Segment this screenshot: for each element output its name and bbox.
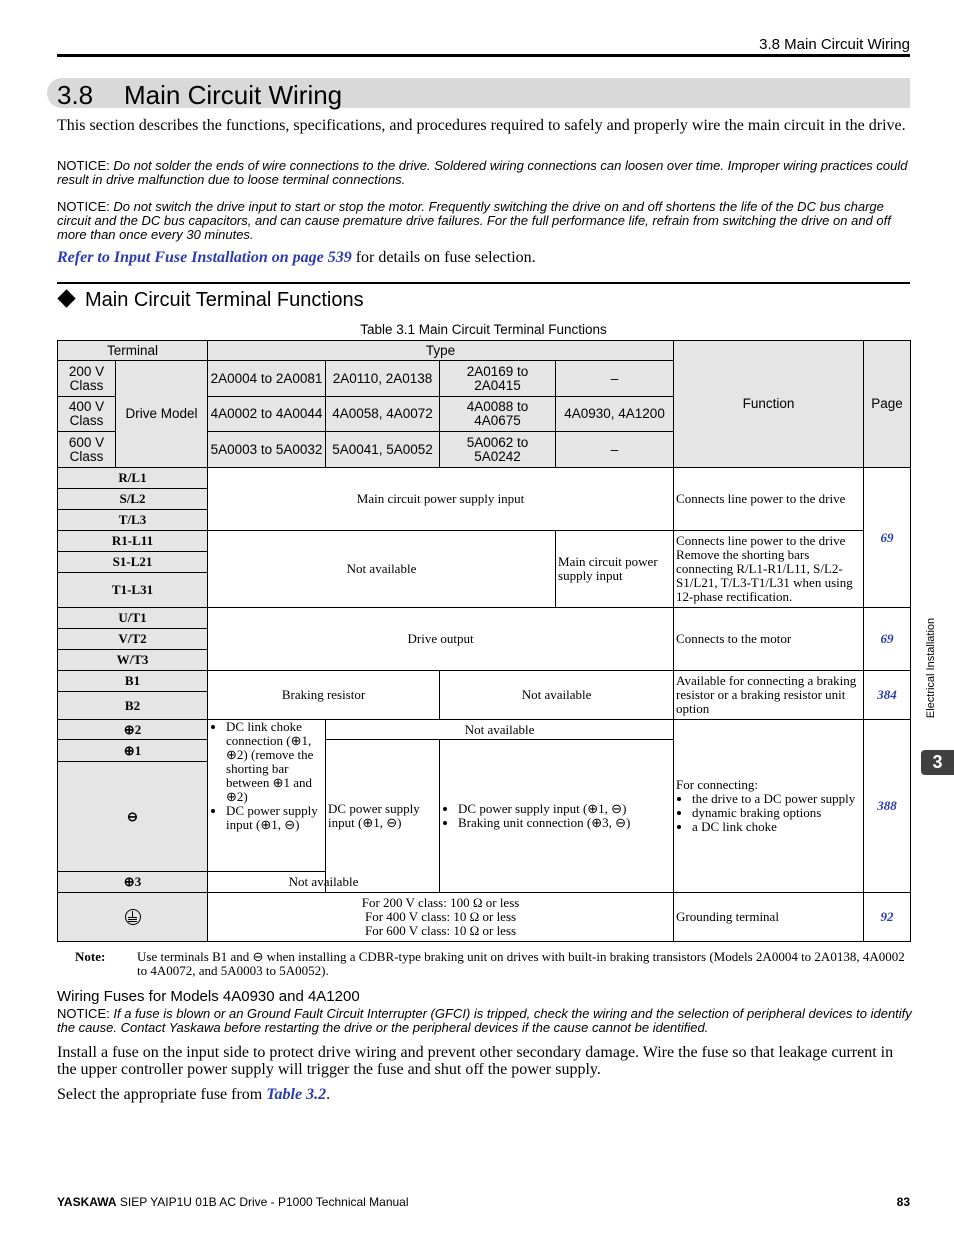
notice-label: NOTICE: xyxy=(57,158,110,173)
terminal-b1: B1 xyxy=(58,671,208,692)
ground-icon xyxy=(125,909,141,925)
list-item: • DC power supply input (⊕1, ⊖) xyxy=(226,804,323,832)
page-link[interactable]: 69 xyxy=(864,608,911,671)
terminal-s1-l21: S1-L21 xyxy=(58,552,208,573)
braking-function-cell: Available for connecting a braking resistor or a braking resistor unit option xyxy=(674,671,864,720)
terminal-minus: ⊖ xyxy=(58,762,208,872)
fuse-reference-link[interactable]: Refer to Input Fuse Installation on page 539 xyxy=(57,249,352,266)
not-available-cell: Not available xyxy=(326,720,674,740)
for-connecting-cell xyxy=(674,720,864,893)
section-title: Main Circuit Wiring xyxy=(124,80,343,110)
model-cell: – xyxy=(556,361,674,397)
model-cell: 5A0041, 5A0052 xyxy=(326,432,440,468)
footer-brand: YASKAWA xyxy=(57,1195,117,1209)
footer-text: SIEP YAIP1U 01B AC Drive - P1000 Technical Manual xyxy=(116,1195,409,1209)
fuse-section-title: Wiring Fuses for Models 4A0930 and 4A1200 xyxy=(57,988,360,1005)
footer xyxy=(57,1195,409,1209)
terminal-b2: B2 xyxy=(58,692,208,720)
page-link[interactable]: 384 xyxy=(864,671,911,720)
model-cell: 2A0004 to 2A0081 xyxy=(208,361,326,397)
not-available-cell: Not available xyxy=(208,872,440,893)
not-available-cell: Not available xyxy=(208,531,556,608)
select-prefix: Select the appropriate fuse from xyxy=(57,1086,267,1103)
page-link[interactable]: 69 xyxy=(864,468,911,608)
drive-output-cell: Drive output xyxy=(208,608,674,671)
connects-line-cell: Connects line power to the drive xyxy=(674,468,864,531)
terminal-plus3: ⊕3 xyxy=(58,872,208,893)
terminal-r1-l11: R1-L11 xyxy=(58,531,208,552)
table-caption: Table 3.1 Main Circuit Terminal Functions xyxy=(360,322,607,337)
note-text: Use terminals B1 and ⊖ when installing a CDBR-type braking unit on drives with built-in braking transistors (Models 2A0004 to 2A0138, 4A0002 to 4A0072, and 5A0003 to 5A0052). xyxy=(137,949,905,978)
notice-label: NOTICE: xyxy=(57,1006,110,1021)
class-600v: 600 V Class xyxy=(58,432,116,468)
terminal-t1-l31: T1-L31 xyxy=(58,573,208,608)
terminal-plus1: ⊕1 xyxy=(58,740,208,762)
subsection-rule xyxy=(57,282,910,284)
notice-text: Do not switch the drive input to start or stop the motor. Frequently switching the drive on and off shortens the life of the DC bus charge circuit and the DC bus capacitors, and can cause premature drive failures. For the full performance life, refrain from switching the drive on and off more than once every 30 minutes. xyxy=(57,199,891,242)
table-3-2-link[interactable]: Table 3.2 xyxy=(266,1086,327,1103)
notice-text: Do not solder the ends of wire connections to the drive. Soldered wiring connections can loosen over time. Improper wiring practices could result in drive malfunction due to loose terminal connections. xyxy=(57,158,908,187)
model-cell: 4A0058, 4A0072 xyxy=(326,397,440,432)
model-cell: 5A0003 to 5A0032 xyxy=(208,432,326,468)
list-item: • DC power supply input (⊕1, ⊖) xyxy=(458,802,671,816)
col-header-page: Page xyxy=(864,341,911,468)
section-number: 3.8 xyxy=(57,80,94,110)
header-rule xyxy=(57,54,910,57)
notice-switching xyxy=(57,200,913,242)
page-number: 83 xyxy=(896,1195,910,1209)
page-link[interactable]: 388 xyxy=(864,720,911,893)
ground-line: For 600 V class: 10 Ω or less xyxy=(364,923,517,938)
chapter-tab[interactable]: 3 xyxy=(921,750,954,775)
terminal-functions-table xyxy=(57,340,911,942)
not-available-cell: Not available xyxy=(440,671,674,720)
fuse-paragraph: Install a fuse on the input side to protect drive wiring and prevent other secondary damage. Wire the fuse so that leakage current in the upper controller power supply will trigger the fuse and shut off the power supply. xyxy=(57,1044,894,1078)
running-header: 3.8 Main Circuit Wiring xyxy=(759,36,910,53)
drive-model-label: Drive Model xyxy=(116,361,208,468)
main-input-cell: Main circuit power supply input xyxy=(208,468,674,531)
model-cell: 4A0930, 4A1200 xyxy=(556,397,674,432)
class-200v: 200 V Class xyxy=(58,361,116,397)
side-tab-text: Electrical Installation xyxy=(925,617,937,719)
notice-text: If a fuse is blown or an Ground Fault Circuit Interrupter (GFCI) is tripped, check the wiring and the selection of peripheral devices to identify the cause. Contact Yaskawa before restarting the drive or the peripheral devices if the cause cannot be identified. xyxy=(57,1006,912,1035)
choke-cell xyxy=(208,720,326,872)
twelve-phase-cell: Connects line power to the drive Remove the shorting bars connecting R/L1-R1/L11, S/L2-S1/L21, T/L3-T1/L31 when using 12-phase rectification. xyxy=(674,531,864,608)
list-item: • dynamic braking options xyxy=(692,806,861,820)
terminal-plus2: ⊕2 xyxy=(58,720,208,740)
notice-solder xyxy=(57,159,913,187)
model-cell: 2A0110, 2A0138 xyxy=(326,361,440,397)
ground-resistance-cell xyxy=(208,893,674,942)
terminal-w-t3: W/T3 xyxy=(58,650,208,671)
class-400v: 400 V Class xyxy=(58,397,116,432)
notice-label: NOTICE: xyxy=(57,199,110,214)
list-item: • DC link choke connection (⊕1, ⊕2) (remove the shorting bar between ⊕1 and ⊕2) xyxy=(226,720,323,804)
terminal-t-l3: T/L3 xyxy=(58,510,208,531)
col-header-terminal: Terminal xyxy=(58,341,208,361)
page-link[interactable]: 92 xyxy=(864,893,911,942)
ground-line: For 400 V class: 10 Ω or less xyxy=(364,909,517,924)
model-cell: 2A0169 to 2A0415 xyxy=(440,361,556,397)
model-cell: 4A0088 to 4A0675 xyxy=(440,397,556,432)
side-tab-label xyxy=(923,600,939,740)
select-fuse-line xyxy=(57,1086,330,1104)
terminal-r-l1: R/L1 xyxy=(58,468,208,489)
fuse-reference-text: for details on fuse selection. xyxy=(351,249,536,266)
connects-motor-cell: Connects to the motor xyxy=(674,608,864,671)
ground-terminal xyxy=(58,893,208,942)
grounding-terminal-cell: Grounding terminal xyxy=(674,893,864,942)
list-item: • Braking unit connection (⊕3, ⊖) xyxy=(458,816,671,830)
subsection-title: Main Circuit Terminal Functions xyxy=(85,289,364,311)
model-cell: 4A0002 to 4A0044 xyxy=(208,397,326,432)
col-header-type: Type xyxy=(208,341,674,361)
intro-paragraph: This section describes the functions, specifications, and procedures required to safely and properly wire the main circuit in the drive. xyxy=(57,117,906,134)
dc-supply-cell: DC power supply input (⊕1, ⊖) xyxy=(326,740,440,893)
fuse-reference xyxy=(57,249,536,267)
dc-items-cell xyxy=(440,740,674,893)
terminal-u-t1: U/T1 xyxy=(58,608,208,629)
for-connecting-label: For connecting: xyxy=(676,777,759,792)
col-header-function: Function xyxy=(674,341,864,468)
model-cell: – xyxy=(556,432,674,468)
braking-resistor-cell: Braking resistor xyxy=(208,671,440,720)
model-cell: 5A0062 to 5A0242 xyxy=(440,432,556,468)
terminal-v-t2: V/T2 xyxy=(58,629,208,650)
terminal-s-l2: S/L2 xyxy=(58,489,208,510)
list-item: • a DC link choke xyxy=(692,820,861,834)
select-suffix: . xyxy=(326,1086,331,1103)
diamond-bullet-icon xyxy=(57,289,75,307)
main-input-short-cell: Main circuit power supply input xyxy=(556,531,674,608)
ground-line: For 200 V class: 100 Ω or less xyxy=(361,895,520,910)
list-item: • the drive to a DC power supply xyxy=(692,792,861,806)
notice-fuse xyxy=(57,1007,913,1035)
note-label: Note: xyxy=(75,949,106,964)
